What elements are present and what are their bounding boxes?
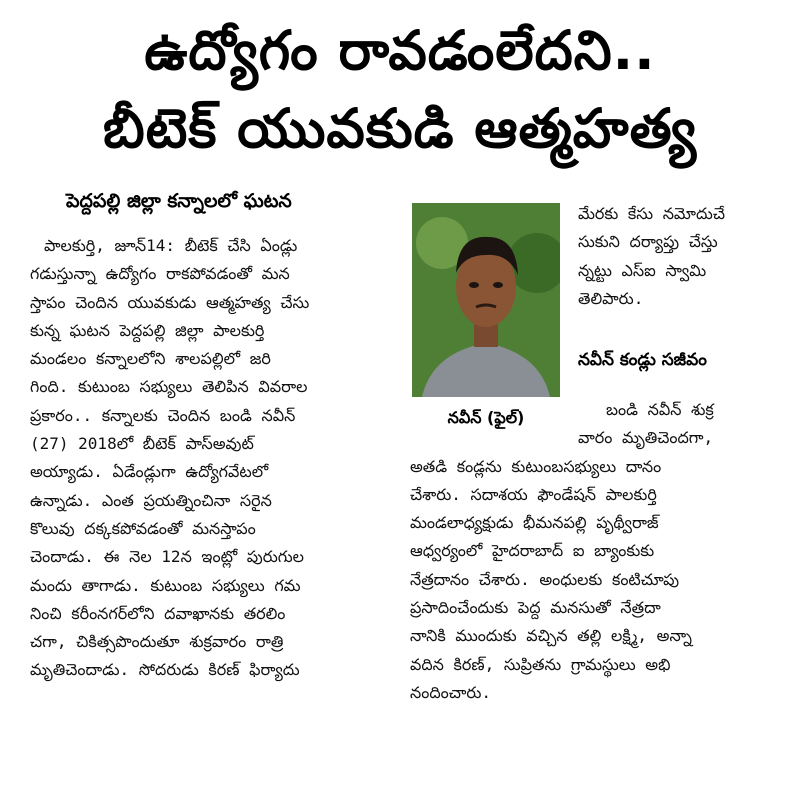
article-left-column <box>30 232 390 685</box>
text-line: నానికి ముందుకు వచ్చిన తల్లి లక్ష్మి, అన్నా <box>410 626 692 646</box>
article-right-top-column <box>578 200 774 313</box>
text-line: ప్రసాదించేందుకు పెద్ద మనసుతో నేత్రదా <box>410 598 661 618</box>
text-line: గడుస్తున్నా ఉద్యోగం రాకపోవడంతో మన <box>30 264 290 284</box>
person-portrait-icon <box>412 203 560 397</box>
text-line: మండలం కన్నాలలోని శాలపల్లిలో జరి <box>30 349 271 369</box>
text-line: మేరకు కేసు నమోదుచే <box>578 204 725 223</box>
photo-caption: నవీన్ (ఫైల్) <box>447 408 525 427</box>
article-right-bottom-column <box>410 396 778 707</box>
text-line: గింది. కుటుంబ సభ్యులు తెలిపిన వివరాల <box>30 377 308 397</box>
text-line: ఉన్నాడు. ఎంత ప్రయత్నించినా సరైన <box>30 490 272 510</box>
person-photo <box>412 203 560 397</box>
text-line: కొలువు దక్కకపోవడంతో మనస్తాపం <box>30 518 256 538</box>
text-line: కున్న ఘటన పెద్దపల్లి జిల్లా పాలకుర్తి <box>30 320 265 340</box>
text-line: చెందాడు. ఈ నెల 12న ఇంట్లో పురుగుల <box>30 547 305 567</box>
text-line: తెలిపారు. <box>578 288 644 308</box>
subheading-2: నవీన్ కండ్లు సజీవం <box>578 350 707 370</box>
text-line: వదిన కిరణ్, సుప్రితను గ్రామస్థులు అభి <box>410 654 671 674</box>
text-line: మృతిచెందాడు. సోదరుడు కిరణ్ ఫిర్యాదు <box>30 660 300 680</box>
headline-line-1: ఉద్యోగం రావడంలేదని.. <box>144 19 656 82</box>
text-line: మందు తాగాడు. కుటుంబ సభ్యులు గమ <box>30 575 301 595</box>
text-line: స్తాపం చెందిన యువకుడు ఆత్మహత్య చేసు <box>30 292 310 312</box>
text-line: న్నట్టు ఎస్ఐ స్వామి <box>578 260 707 280</box>
text-line: అయ్యాడు. ఏడేండ్లుగా ఉద్యోగవేటలో <box>30 462 269 482</box>
text-line: నేత్రదానం చేశారు. అంధులకు కంటిచూపు <box>410 569 680 589</box>
text-line: ఆధ్వర్యంలో హైదరాబాద్ ఐ బ్యాంకుకు <box>410 541 655 561</box>
subheading: పెద్దపల్లి జిల్లా కన్నాలలో ఘటన <box>66 190 292 212</box>
text-line: పాలకుర్తి, జూన్14: బీటెక్ చేసి ఏండ్లు <box>44 236 298 255</box>
text-line: ప్రకారం.. కన్నాలకు చెందిన బండి నవీన్ <box>30 405 296 425</box>
text-line: చేశారు. సదాశయ ఫౌండేషన్ పాలకుర్తి <box>410 484 657 504</box>
text-line: బండి నవీన్ శుక్ర <box>606 400 714 419</box>
text-line: మండలాధ్యక్షుడు భీమనపల్లి పృథ్వీరాజ్ <box>410 513 659 533</box>
text-line: వారం మృతిచెందగా, <box>578 428 714 448</box>
text-line: (27) 2018లో బీటెక్ పాస్‌అవుట్ <box>30 434 254 454</box>
text-line: సుకుని దర్యాప్తు చేస్తు <box>578 232 718 252</box>
text-line: అతడి కండ్లను కుటుంబసభ్యులు దానం <box>410 456 662 476</box>
text-line: నించి కరీంనగర్‌లోని దవాఖానకు తరలిం <box>30 603 286 623</box>
text-line: చగా, చికిత్సపొందుతూ శుక్రవారం రాత్రి <box>30 632 284 652</box>
headline-line-2: బీటెక్ యువకుడి ఆత్మహత్య <box>102 97 698 160</box>
text-line: నందించారు. <box>410 682 492 702</box>
